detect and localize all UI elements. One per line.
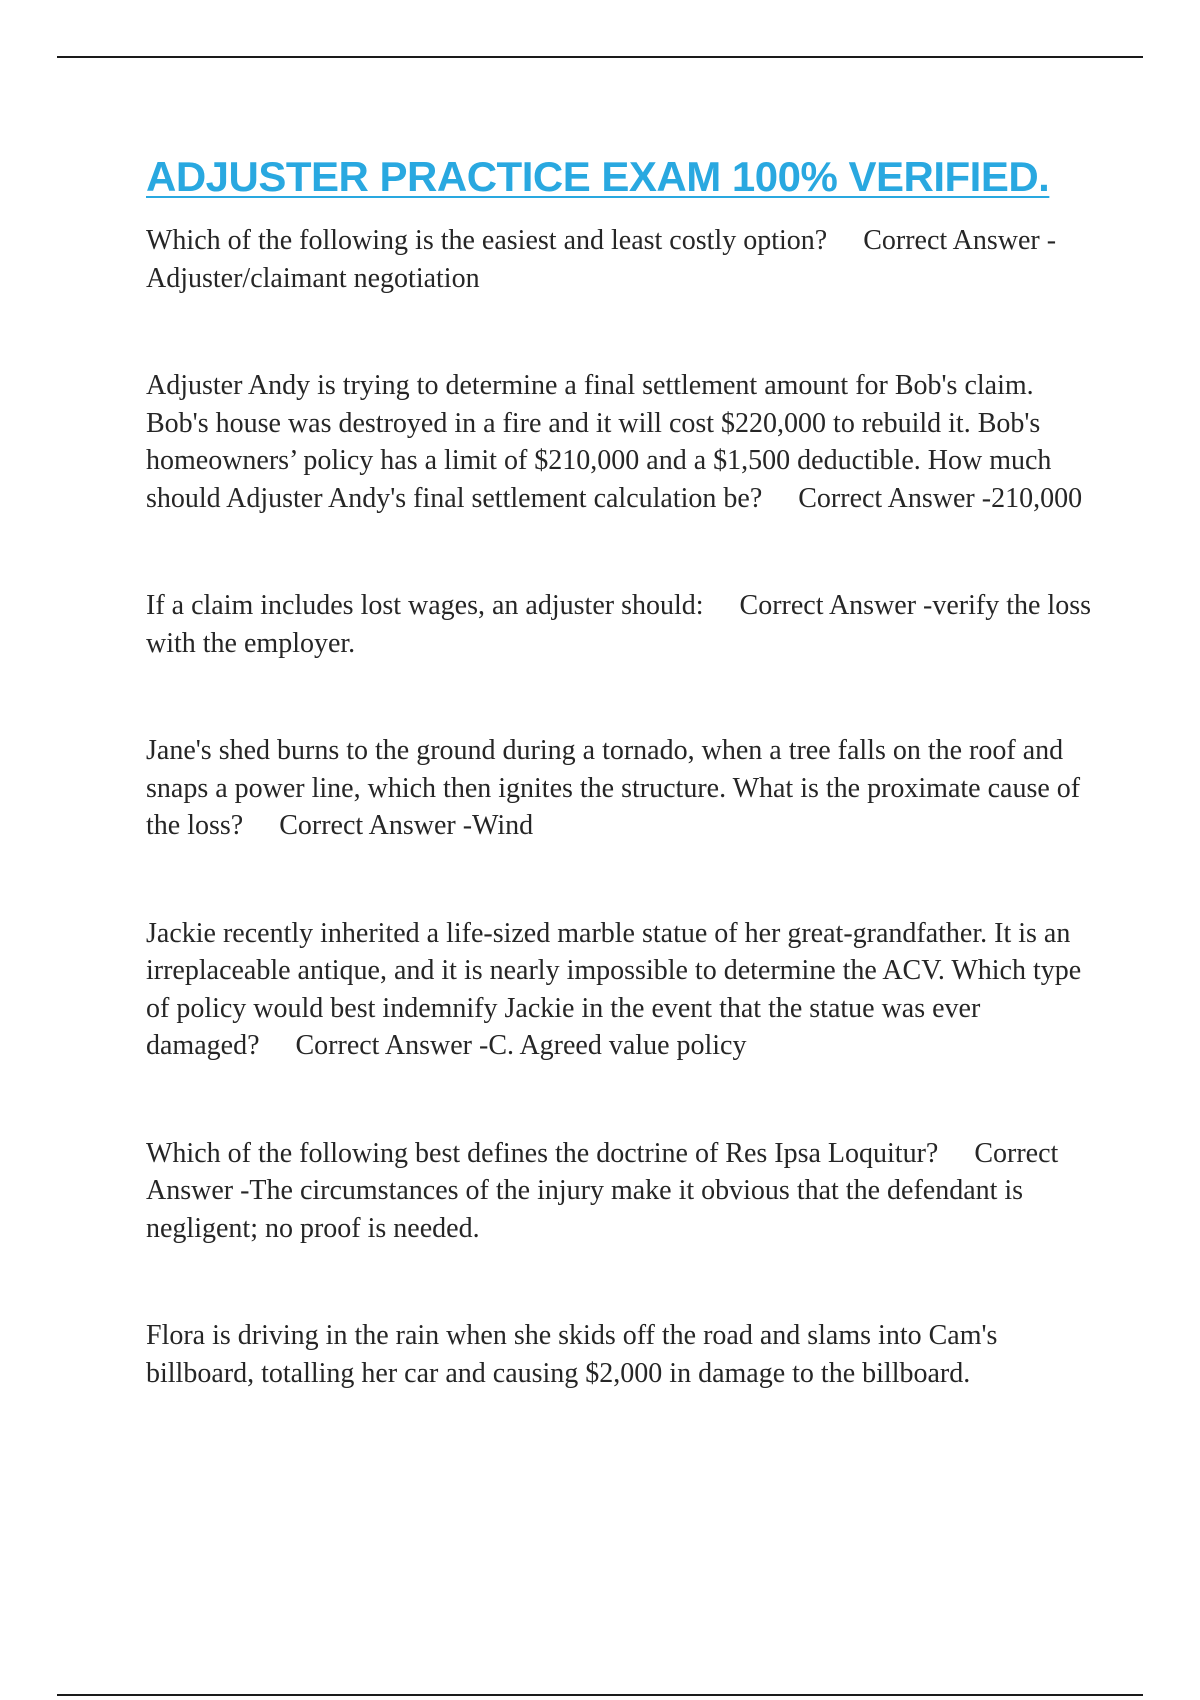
qa-item-3 bbox=[146, 587, 1096, 662]
question-text: Which of the following is the easiest and least costly option? bbox=[146, 225, 828, 256]
top-rule bbox=[57, 56, 1143, 58]
answer-text: Correct Answer -C. Agreed value policy bbox=[295, 1030, 747, 1061]
question-text: Jackie recently inherited a life-sized marble statue of her great-grandfather. It is an irreplaceable antique, and it is nearly impossible to determine the ACV. Which type of policy would best indemnify Jackie in the event that the statue was ever damaged? bbox=[146, 917, 1082, 1061]
qa-item-4 bbox=[146, 732, 1096, 845]
answer-text: Correct Answer -Wind bbox=[279, 810, 534, 841]
answer-text: Correct Answer -Adjuster/claimant negotiation bbox=[146, 225, 1057, 294]
document-title-text: ADJUSTER PRACTICE EXAM 100% VERIFIED. bbox=[146, 153, 1050, 200]
qa-item-7 bbox=[146, 1317, 1096, 1392]
qa-item-1 bbox=[146, 222, 1096, 297]
answer-text: Correct Answer -210,000 bbox=[798, 482, 1083, 514]
question-text: Flora is driving in the rain when she skids off the road and slams into Cam's billboard, totalling her car and causing $2,000 in damage to the billboard. bbox=[146, 1320, 998, 1389]
qa-item-2 bbox=[146, 367, 1096, 517]
question-text: Jane's shed burns to the ground during a tornado, when a tree falls on the roof and snaps a power line, which then ignites the structure. What is the proximate cause of the loss? bbox=[146, 735, 1081, 841]
question-text: Adjuster Andy is trying to determine a final settlement amount for Bob's claim. Bob's house was destroyed in a fire and it will cost $220,000 to rebuild it. Bob's homeowners’ policy has a limit of $210,000 and a $1,500 deductible. How much should Adjuster Andy's final settlement calculation be? bbox=[146, 370, 1052, 514]
qa-item-5 bbox=[146, 915, 1096, 1065]
qa-item-6 bbox=[146, 1135, 1096, 1248]
question-text: Which of the following best defines the doctrine of Res Ipsa Loquitur? bbox=[146, 1137, 939, 1169]
bottom-rule bbox=[57, 1694, 1143, 1696]
answer-text: Correct Answer -The circumstances of the injury make it obvious that the defendant is negligent; no proof is needed. bbox=[146, 1137, 1059, 1244]
document-title bbox=[146, 150, 1096, 204]
document-body bbox=[146, 150, 1096, 1392]
question-text: If a claim includes lost wages, an adjuster should: bbox=[146, 590, 704, 621]
answer-text: Correct Answer -verify the loss with the employer. bbox=[146, 590, 1091, 659]
